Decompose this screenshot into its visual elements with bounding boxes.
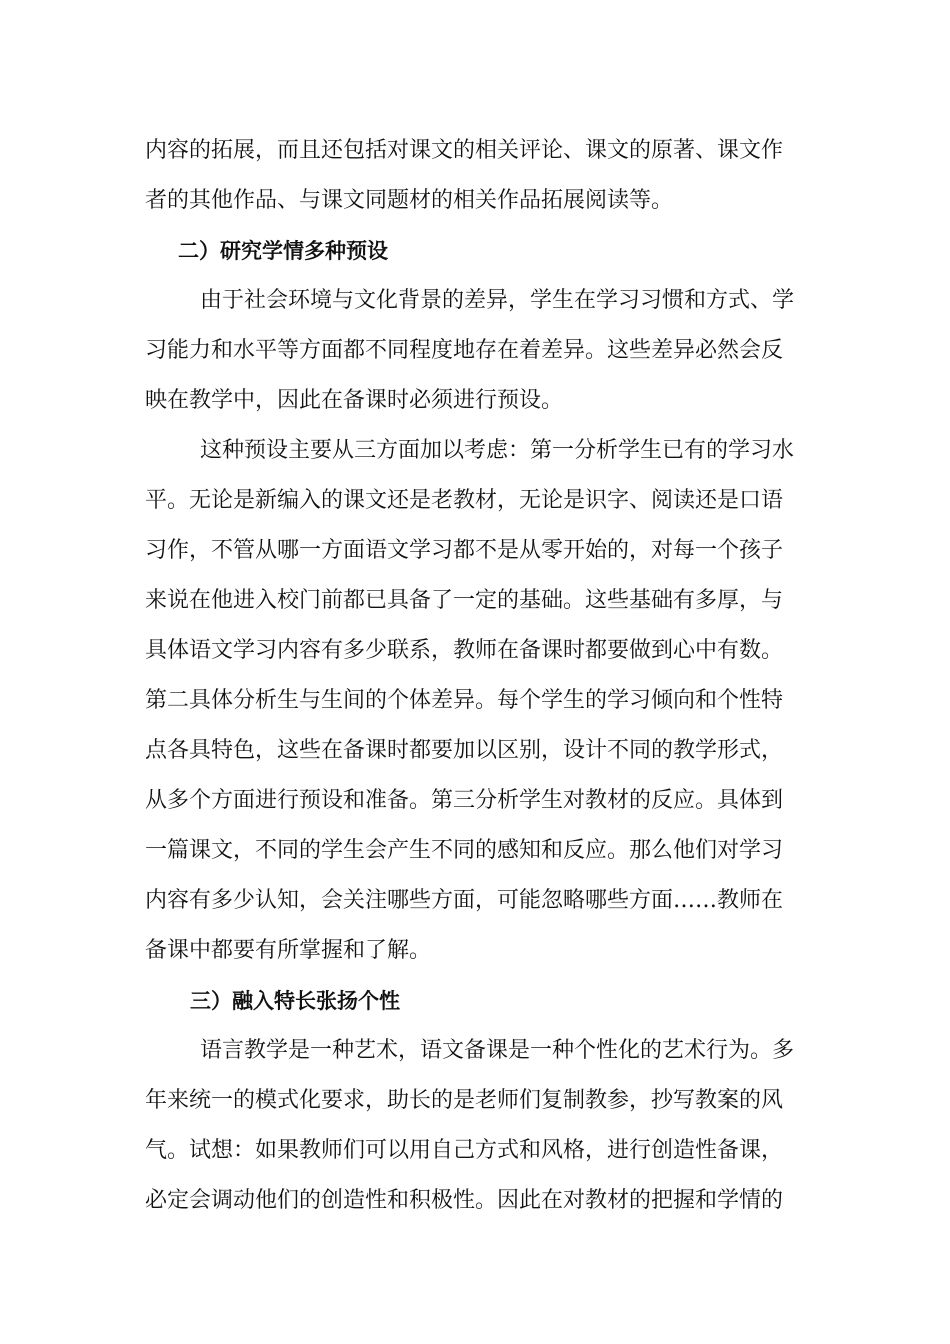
- body-text-line: 由于社会环境与文化背景的差异，学生在学习习惯和方式、学: [200, 288, 795, 313]
- body-text-line: 必定会调动他们的创造性和积极性。因此在对教材的把握和学情的: [145, 1188, 784, 1213]
- body-text-line: 来说在他进入校门前都已具备了一定的基础。这些基础有多厚，与: [145, 588, 784, 613]
- body-text-line: 平。无论是新编入的课文还是老教材，无论是识字、阅读还是口语: [145, 488, 784, 513]
- body-text-line: 具体语文学习内容有多少联系，教师在备课时都要做到心中有数。: [145, 638, 784, 663]
- body-text-line: 习能力和水平等方面都不同程度地存在着差异。这些差异必然会反: [145, 338, 784, 363]
- body-text-line: 一篇课文，不同的学生会产生不同的感知和反应。那么他们对学习: [145, 838, 784, 863]
- body-text-line: 年来统一的模式化要求，助长的是老师们复制教参，抄写教案的风: [145, 1088, 784, 1113]
- section-heading-2: 二）研究学情多种预设: [178, 239, 388, 263]
- section-heading-3: 三）融入特长张扬个性: [190, 989, 400, 1013]
- body-text-line: 语言教学是一种艺术，语文备课是一种个性化的艺术行为。多: [200, 1038, 795, 1063]
- body-text-line: 气。试想：如果教师们可以用自己方式和风格，进行创造性备课，: [145, 1138, 784, 1163]
- body-text-line: 从多个方面进行预设和准备。第三分析学生对教材的反应。具体到: [145, 788, 784, 813]
- body-text-line: 内容的拓展，而且还包括对课文的相关评论、课文的原著、课文作: [145, 138, 784, 163]
- body-text-line: 者的其他作品、与课文同题材的相关作品拓展阅读等。: [145, 188, 674, 213]
- body-text-line: 映在教学中，因此在备课时必须进行预设。: [145, 388, 564, 413]
- body-text-line: 点各具特色，这些在备课时都要加以区别，设计不同的教学形式，: [145, 738, 784, 763]
- body-text-line: 内容有多少认知，会关注哪些方面，可能忽略哪些方面……教师在: [145, 888, 784, 913]
- body-text-line: 第二具体分析生与生间的个体差异。每个学生的学习倾向和个性特: [145, 688, 784, 713]
- body-text-line: 习作，不管从哪一方面语文学习都不是从零开始的，对每一个孩子: [145, 538, 784, 563]
- body-text-line: 备课中都要有所掌握和了解。: [145, 938, 432, 963]
- body-text-line: 这种预设主要从三方面加以考虑：第一分析学生已有的学习水: [200, 438, 795, 463]
